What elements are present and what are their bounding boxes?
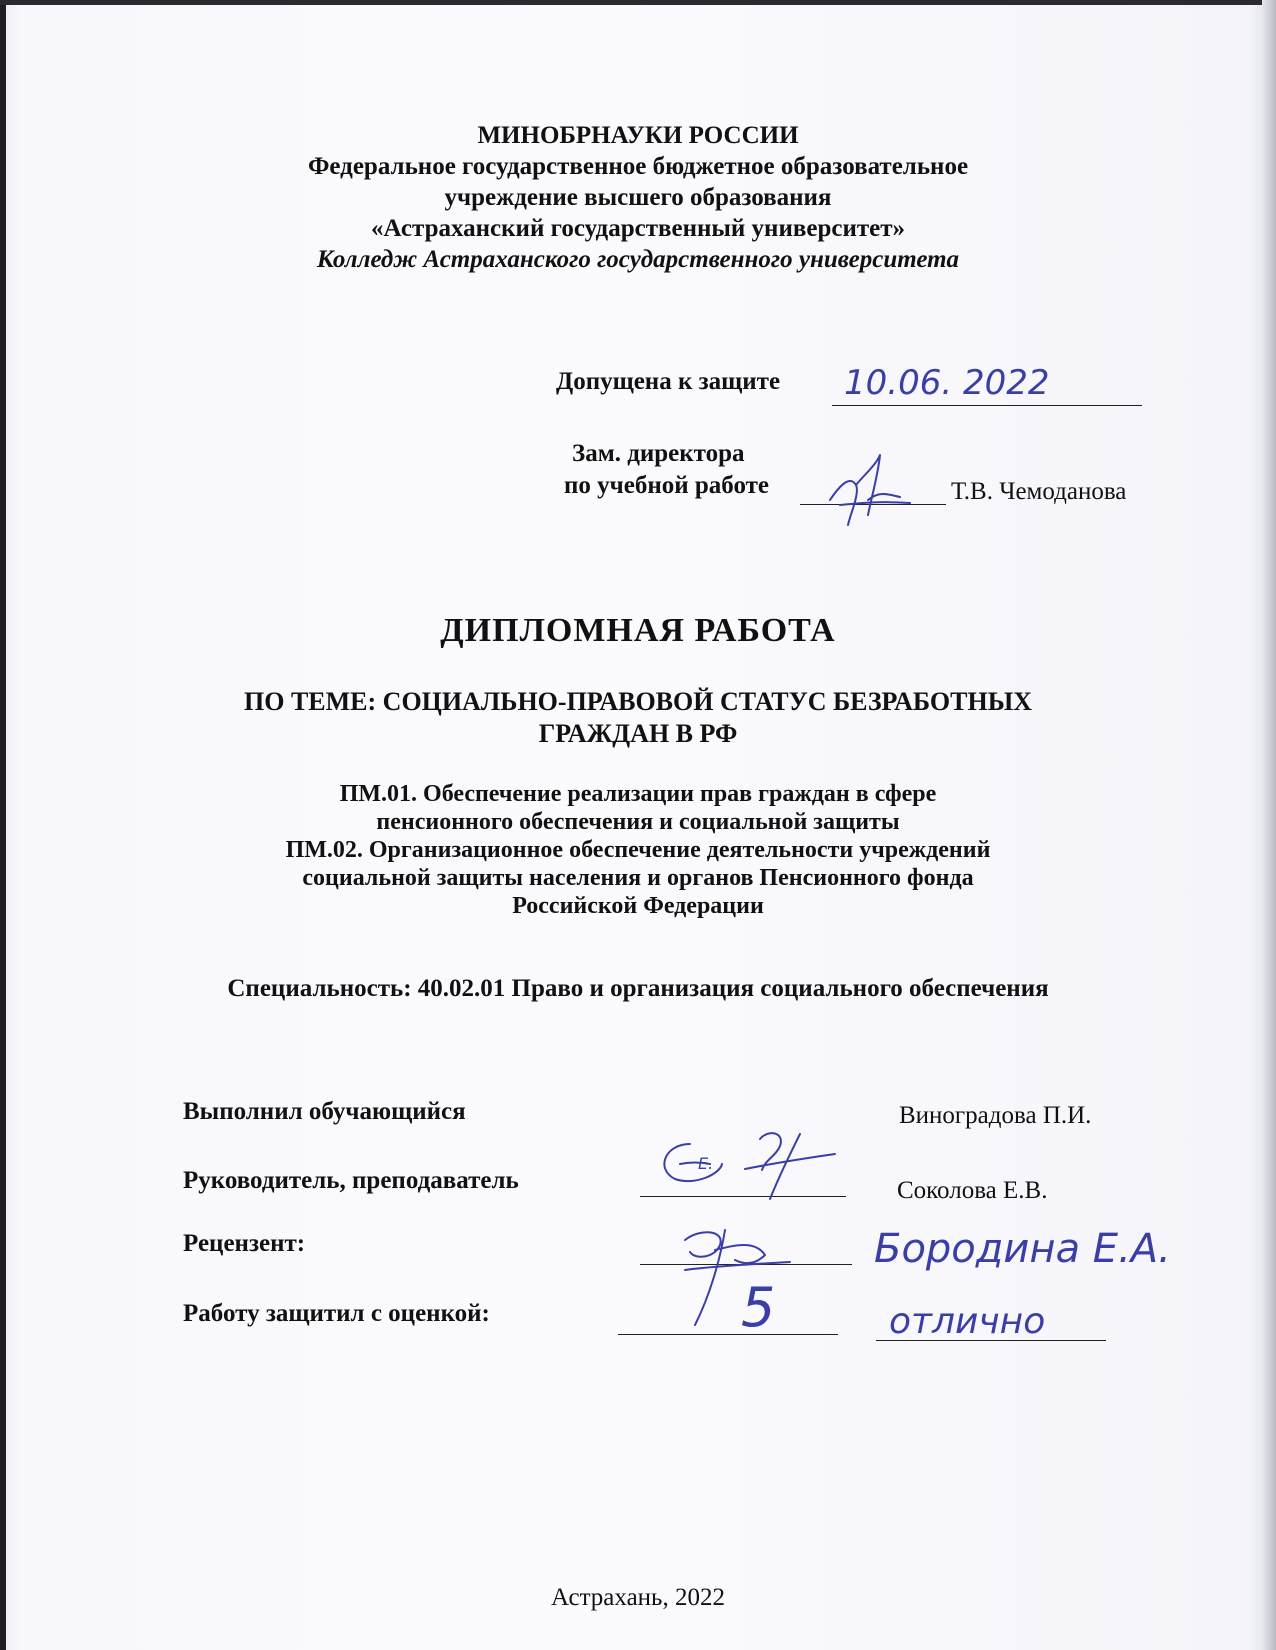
reviewer-name-handwritten	[870, 1218, 1210, 1278]
supervisor-signature	[650, 1124, 850, 1204]
institution-line-1: Федеральное государственное бюджетное образовательное	[307, 153, 969, 180]
university-name: «Астраханский государственный университет»	[370, 215, 906, 242]
approval-date-handwritten	[840, 356, 1090, 408]
specialty: Специальность: 40.02.01 Право и организация социального обеспечения	[227, 975, 1049, 1002]
topic-line-1: ПО ТЕМЕ: СОЦИАЛЬНО-ПРАВОВОЙ СТАТУС БЕЗРАБОТНЫХ	[244, 687, 1032, 716]
scan-edge-top	[0, 0, 1276, 5]
svg-text:5: 5	[741, 1276, 776, 1338]
module-line-1: ПМ.01. Обеспечение реализации прав граждан в сфере	[339, 781, 937, 807]
reviewer-label: Рецензент:	[183, 1230, 306, 1257]
grade-label: Работу защитил с оценкой:	[183, 1300, 490, 1327]
svg-text:10.06. 2022: 10.06. 2022	[844, 363, 1050, 403]
student-label: Выполнил обучающийся	[183, 1098, 466, 1125]
deputy-signature	[820, 445, 940, 535]
institution-line-2: учреждение высшего образования	[444, 184, 832, 211]
city-year: Астрахань, 2022	[551, 1584, 725, 1611]
student-name: Виноградова П.И.	[899, 1102, 1092, 1129]
grade-word-handwritten	[885, 1295, 1105, 1345]
topic-line-2: ГРАЖДАН В РФ	[538, 719, 738, 748]
module-line-4: социальной защиты населения и органов Пенсионного фонда	[302, 865, 974, 891]
college-name: Колледж Астраханского государственного университета	[316, 246, 960, 273]
deputy-name: Т.В. Чемоданова	[951, 478, 1127, 505]
supervisor-name: Соколова Е.В.	[897, 1177, 1048, 1204]
svg-text:Бородина Е.А.: Бородина Е.А.	[874, 1226, 1171, 1272]
thesis-topic	[0, 686, 1276, 750]
module-line-5: Российской Федерации	[512, 893, 764, 919]
supervisor-label: Руководитель, преподаватель	[183, 1167, 519, 1194]
document-type-title: ДИПЛОМНАЯ РАБОТА	[440, 612, 836, 649]
header-block	[0, 120, 1276, 275]
professional-modules	[0, 780, 1276, 920]
grade-number-handwritten	[735, 1268, 795, 1338]
ministry-name: МИНОБРНАУКИ РОССИИ	[477, 122, 799, 149]
deputy-position-line-2: по учебной работе	[564, 472, 770, 499]
approval-label: Допущена к защите	[556, 368, 781, 395]
module-line-3: ПМ.02. Организационное обеспечение деятельности учреждений	[285, 837, 991, 863]
module-line-2: пенсионного обеспечения и социальной защиты	[376, 809, 900, 835]
grade-number-line	[618, 1334, 838, 1335]
svg-text:отлично: отлично	[889, 1301, 1046, 1342]
svg-text:E.: E.	[698, 1154, 714, 1173]
deputy-position-line-1: Зам. директора	[572, 440, 745, 467]
